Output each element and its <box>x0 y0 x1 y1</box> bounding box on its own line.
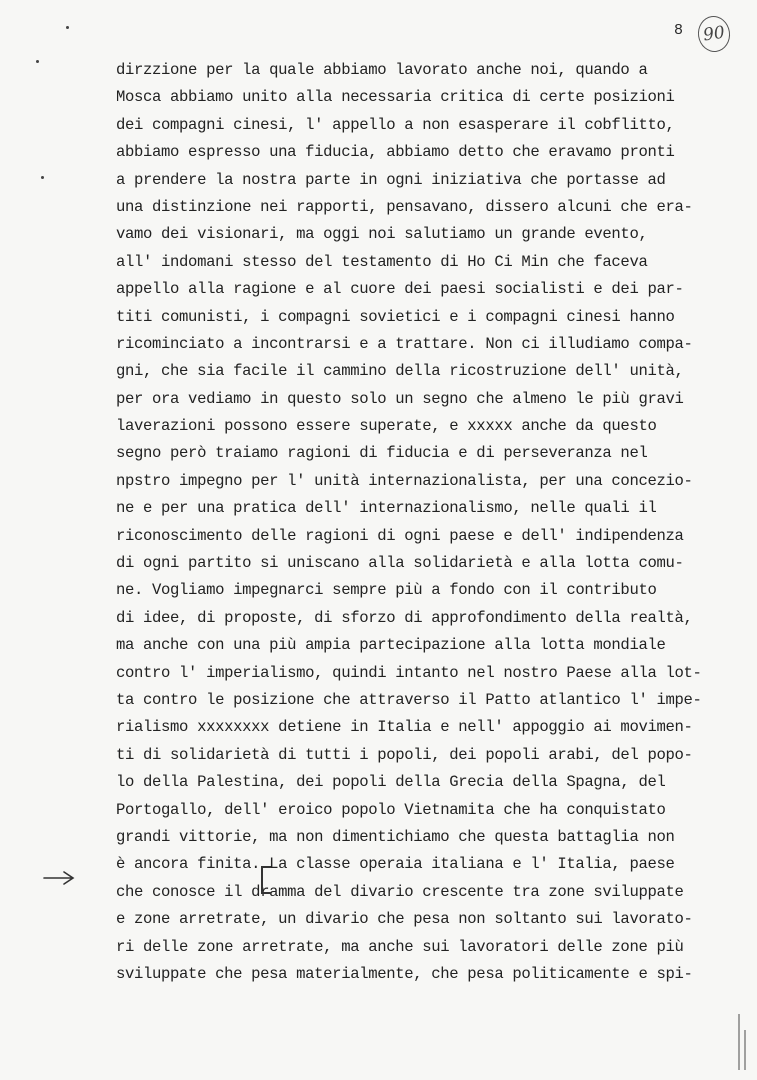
text-line: rialismo xxxxxxxx detiene in Italia e nell' appoggio ai movimen- <box>116 718 693 737</box>
text-line: una distinzione nei rapporti, pensavano, dissero alcuni che era- <box>116 197 693 216</box>
text-line: ma anche con una più ampia partecipazione alla lotta mondiale <box>116 636 666 655</box>
text-line: ne e per una pratica dell' internazionalismo, nelle quali il <box>116 499 657 518</box>
text-line: e zone arretrate, un divario che pesa non soltanto sui lavorato- <box>116 910 693 929</box>
text-line: segno però traiamo ragioni di fiducia e di perseveranza nel <box>116 444 648 463</box>
text-line: ricominciato a incontrarsi e a trattare. Non ci illudiamo compa- <box>116 334 693 353</box>
text-line: titi comunisti, i compagni sovietici e i compagni cinesi hanno <box>116 307 675 326</box>
text-line: lo della Palestina, dei popoli della Grecia della Spagna, del <box>116 773 666 792</box>
text-line: di ogni partito si uniscano alla solidarietà e alla lotta comu- <box>116 554 684 573</box>
text-line: di idee, di proposte, di sforzo di approfondimento della realtà, <box>116 608 693 627</box>
text-line: dei compagni cinesi, l' appello a non esasperare il cobflitto, <box>116 115 675 134</box>
text-line: a prendere la nostra parte in ogni iniziativa che portasse ad <box>116 170 666 189</box>
speck-mark <box>41 176 44 179</box>
text-line: appello alla ragione e al cuore dei paesi socialisti e dei par- <box>116 280 684 299</box>
text-line: è ancora finita. La classe operaia italiana e l' Italia, paese <box>116 855 675 874</box>
text-line: grandi vittorie, ma non dimentichiamo che questa battaglia non <box>116 827 675 846</box>
page-edge-mark <box>733 1012 751 1072</box>
text-line: dirzzione per la quale abbiamo lavorato anche noi, quando a <box>116 61 648 79</box>
text-line: ta contro le posizione che attraverso il Patto atlantico l' impe- <box>116 690 702 709</box>
text-line: per ora vediamo in questo solo un segno che almeno le più gravi <box>116 389 684 408</box>
text-line: npstro impegno per l' unità internazionalista, per una concezio- <box>116 471 693 490</box>
text-line: Mosca abbiamo unito alla necessaria critica di certe posizioni <box>116 88 675 107</box>
handwritten-folio-number: 90 <box>696 14 733 54</box>
text-line: abbiamo espresso una fiducia, abbiamo detto che eravamo pronti <box>116 143 675 162</box>
handwritten-bracket-mark <box>261 866 271 894</box>
text-line: che conosce il dramma del divario crescente tra zone sviluppate <box>116 882 684 901</box>
text-line: gni, che sia facile il cammino della ricostruzione dell' unità, <box>116 362 684 381</box>
text-line: ne. Vogliamo impegnarci sempre più a fondo con il contributo <box>116 581 657 600</box>
speck-mark <box>66 26 69 29</box>
text-line: sviluppate che pesa materialmente, che pesa politicamente e spi- <box>116 964 693 983</box>
text-line: Portogallo, dell' eroico popolo Vietnamita che ha conquistato <box>116 800 666 819</box>
text-line: all' indomani stesso del testamento di Ho Ci Min che faceva <box>116 252 648 271</box>
text-line: vamo dei visionari, ma oggi noi salutiamo un grande evento, <box>116 225 648 244</box>
speck-mark <box>36 60 39 63</box>
text-line: laverazioni possono essere superate, e xxxxx anche da questo <box>116 417 657 436</box>
text-line: ri delle zone arretrate, ma anche sui lavoratori delle zone più <box>116 937 684 956</box>
text-line: ti di solidarietà di tutti i popoli, dei popoli arabi, del popo- <box>116 745 693 764</box>
typed-body-text <box>116 57 736 988</box>
page-number: 8 <box>674 22 684 39</box>
text-line: riconoscimento delle ragioni di ogni paese e dell' indipendenza <box>116 526 684 545</box>
handwritten-arrow-icon <box>42 868 78 888</box>
text-line: contro l' imperialismo, quindi intanto nel nostro Paese alla lot- <box>116 663 702 682</box>
